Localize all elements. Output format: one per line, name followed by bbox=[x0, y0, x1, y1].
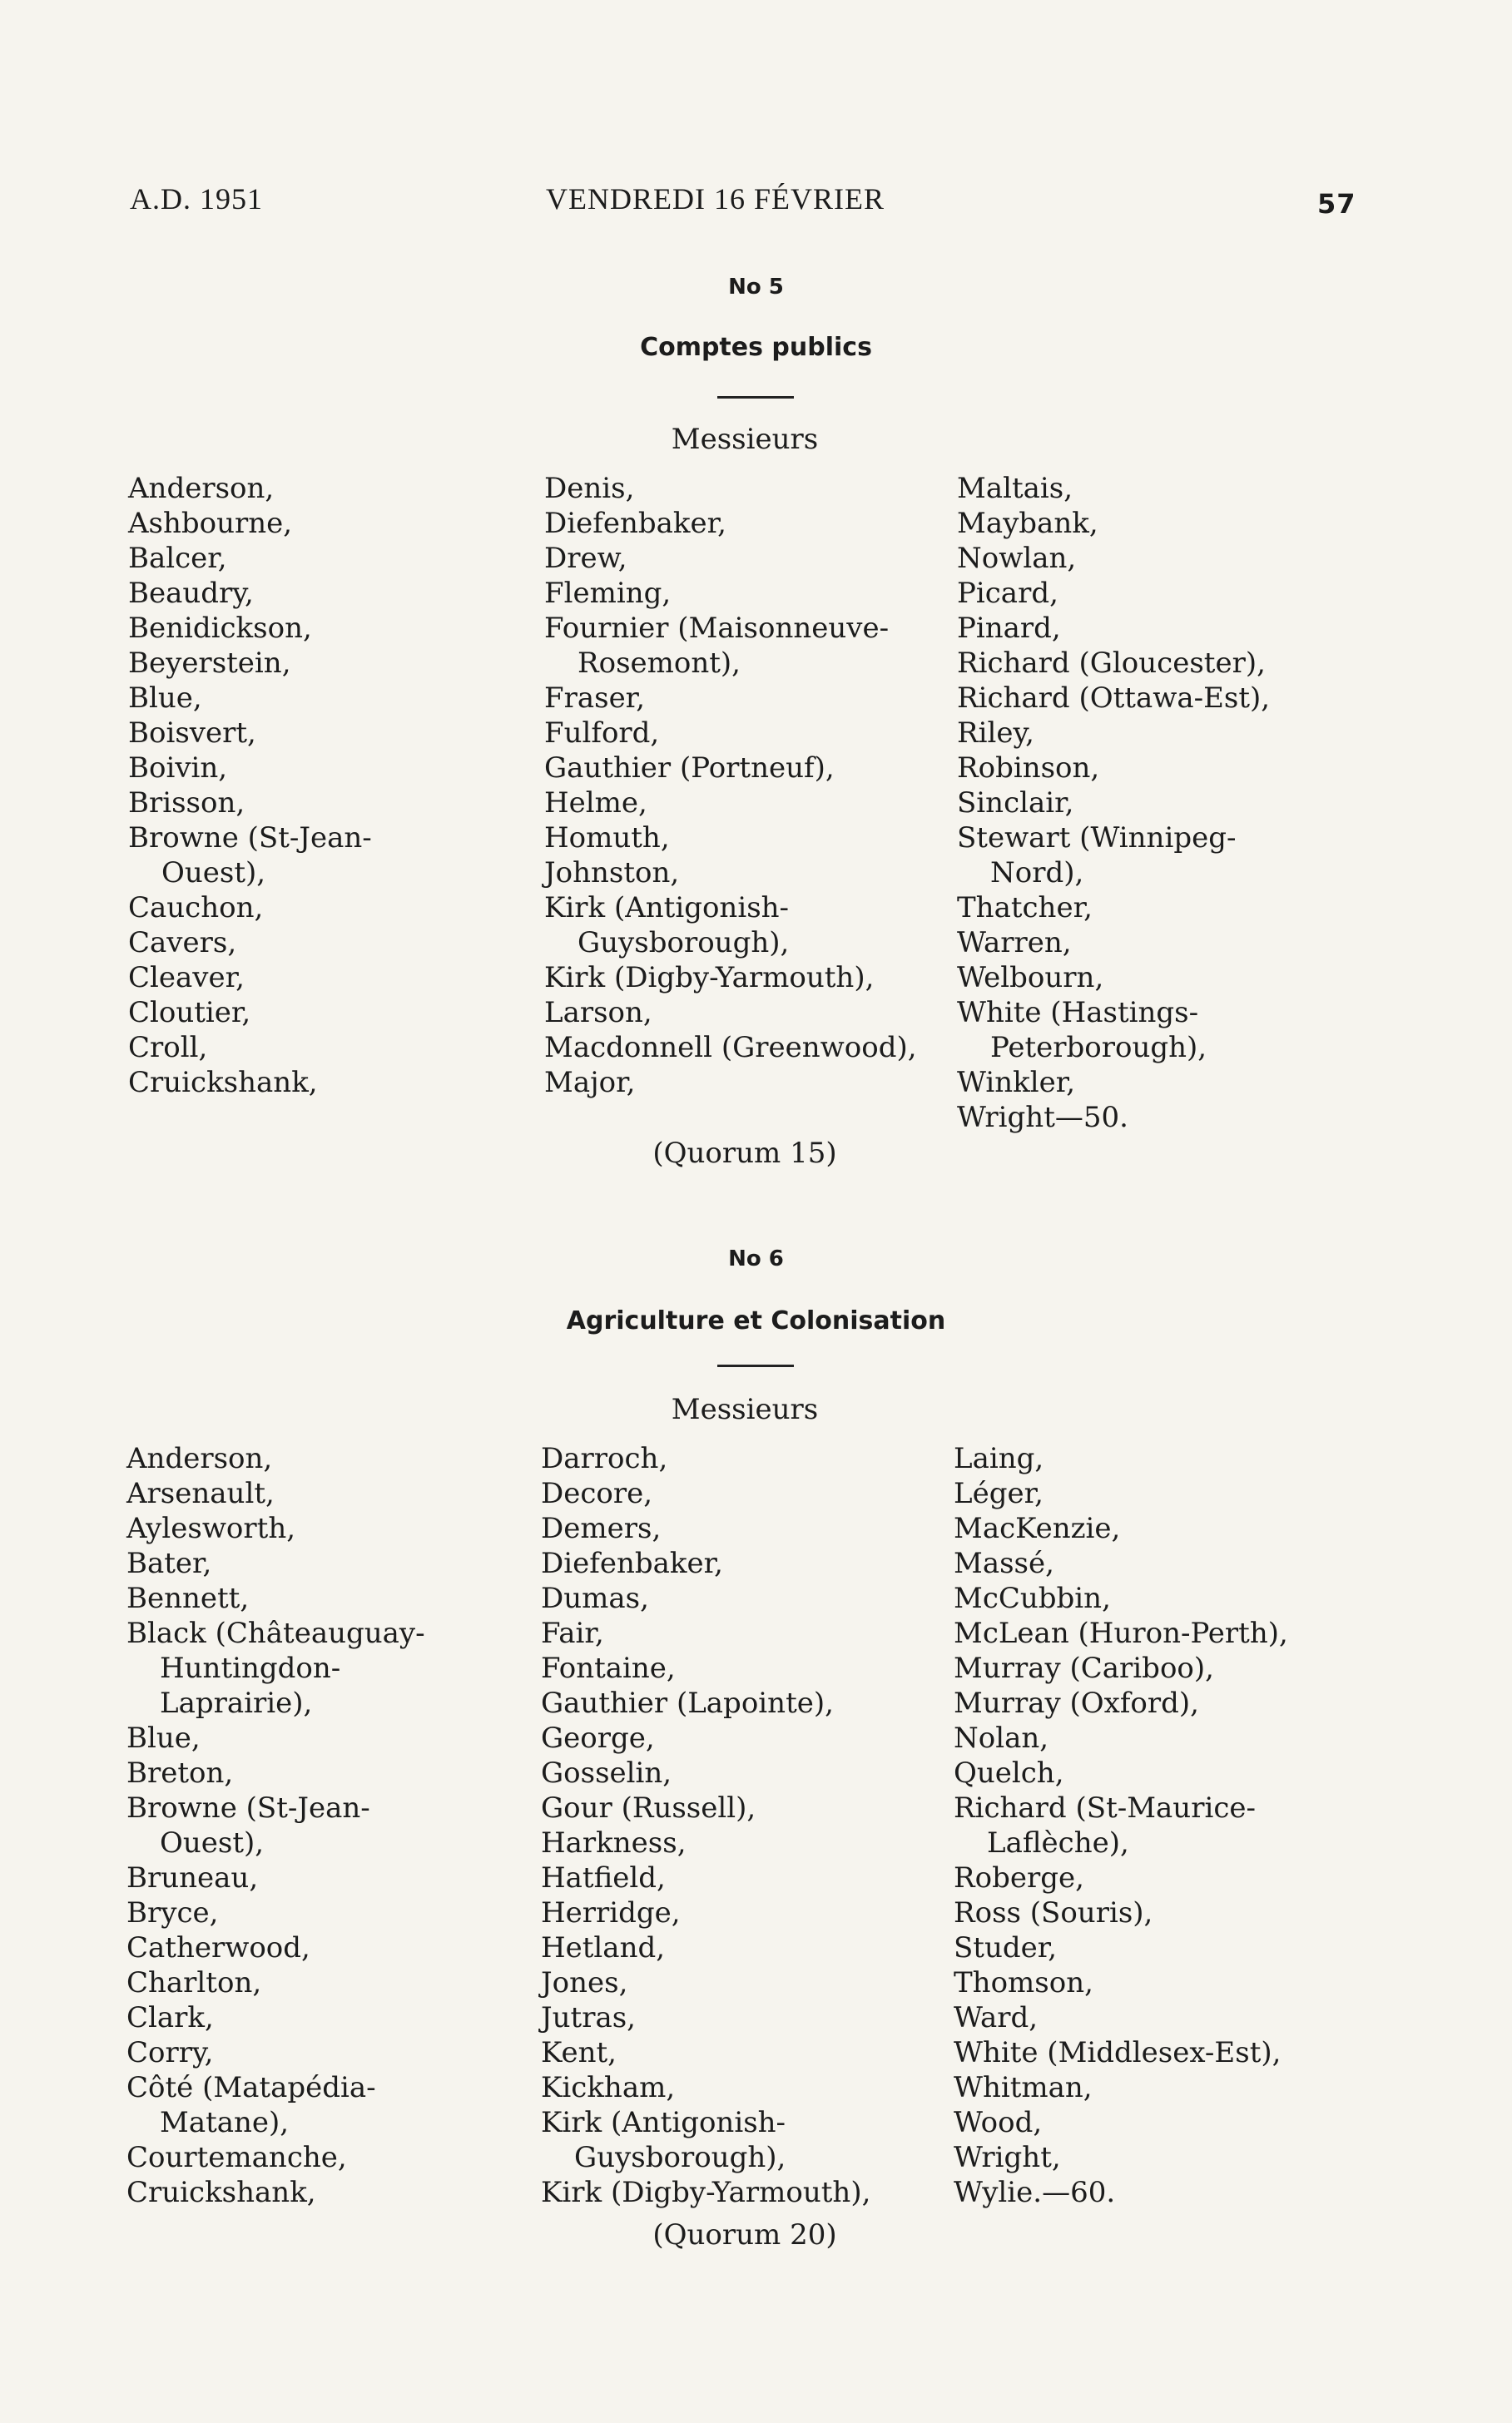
member-name: Boivin, bbox=[128, 751, 228, 785]
member-name: Wright, bbox=[954, 2141, 1061, 2174]
member-name: Harkness, bbox=[541, 1826, 687, 1860]
member-name: Beaudry, bbox=[128, 577, 254, 610]
member-name: Pinard, bbox=[957, 612, 1061, 645]
member-name: Black (Châteauguay- bbox=[126, 1617, 425, 1650]
member-name: Kickham, bbox=[541, 2071, 676, 2104]
member-name: Stewart (Winnipeg- bbox=[957, 821, 1237, 855]
member-name: Arsenault, bbox=[126, 1477, 275, 1510]
section-6-rule bbox=[717, 1365, 794, 1367]
member-name: Kirk (Digby-Yarmouth), bbox=[544, 961, 875, 994]
member-name: Decore, bbox=[541, 1477, 653, 1510]
member-name: Sinclair, bbox=[957, 786, 1074, 820]
member-name: Ouest), bbox=[160, 1826, 265, 1860]
member-name: Boisvert, bbox=[128, 716, 256, 750]
member-name: Croll, bbox=[128, 1031, 208, 1064]
member-name: White (Middlesex-Est), bbox=[954, 2036, 1281, 2069]
member-name: Murray (Oxford), bbox=[954, 1687, 1199, 1720]
member-name: Darroch, bbox=[541, 1442, 668, 1475]
member-name: Winkler, bbox=[957, 1066, 1076, 1099]
member-name: Bater, bbox=[126, 1547, 212, 1580]
member-name: Côté (Matapédia- bbox=[126, 2071, 376, 2104]
member-name: Quelch, bbox=[954, 1757, 1064, 1790]
member-name: McLean (Huron-Perth), bbox=[954, 1617, 1288, 1650]
section-6-messieurs: Messieurs bbox=[671, 1393, 819, 1426]
member-name: Bennett, bbox=[126, 1582, 250, 1615]
member-name: Blue, bbox=[126, 1722, 201, 1755]
member-name: Bruneau, bbox=[126, 1861, 259, 1895]
member-name: Cauchon, bbox=[128, 891, 264, 924]
member-name: Studer, bbox=[954, 1931, 1058, 1965]
member-name: Wright—50. bbox=[957, 1101, 1128, 1134]
member-name: Homuth, bbox=[544, 821, 670, 855]
member-name: Jones, bbox=[541, 1966, 628, 1999]
member-name: Hetland, bbox=[541, 1931, 666, 1965]
member-name: Gosselin, bbox=[541, 1757, 672, 1790]
member-name: Helme, bbox=[544, 786, 647, 820]
member-name: Wylie.—60. bbox=[954, 2176, 1116, 2209]
member-name: Clark, bbox=[126, 2001, 214, 2034]
member-name: Guysborough), bbox=[574, 2141, 786, 2174]
member-name: Macdonnell (Greenwood), bbox=[544, 1031, 917, 1064]
member-name: Courtemanche, bbox=[126, 2141, 347, 2174]
member-name: Maltais, bbox=[957, 472, 1073, 505]
member-name: Diefenbaker, bbox=[541, 1547, 723, 1580]
section-6-column-1 bbox=[126, 1441, 425, 2210]
section-6-column-2 bbox=[541, 1441, 870, 2210]
member-name: Nord), bbox=[990, 856, 1084, 889]
member-name: Fair, bbox=[541, 1617, 604, 1650]
member-name: Guysborough), bbox=[578, 926, 790, 959]
member-name: Gauthier (Lapointe), bbox=[541, 1687, 834, 1720]
member-name: Larson, bbox=[544, 996, 652, 1029]
section-5-rule bbox=[717, 396, 794, 399]
member-name: Picard, bbox=[957, 577, 1058, 610]
member-name: Warren, bbox=[957, 926, 1072, 959]
section-5-column-3 bbox=[957, 471, 1270, 1135]
member-name: Bryce, bbox=[126, 1896, 219, 1930]
member-name: Cavers, bbox=[128, 926, 237, 959]
member-name: Fournier (Maisonneuve- bbox=[544, 612, 890, 645]
section-6-title: Agriculture et Colonisation bbox=[566, 1306, 946, 1335]
member-name: Anderson, bbox=[128, 472, 275, 505]
member-name: Fontaine, bbox=[541, 1652, 676, 1685]
member-name: Brisson, bbox=[128, 786, 245, 820]
member-name: Fleming, bbox=[544, 577, 672, 610]
section-5-quorum: (Quorum 15) bbox=[652, 1137, 837, 1170]
member-name: White (Hastings- bbox=[957, 996, 1199, 1029]
section-6-column-3 bbox=[954, 1441, 1288, 2210]
member-name: MacKenzie, bbox=[954, 1512, 1121, 1545]
member-name: Drew, bbox=[544, 542, 627, 575]
member-name: Matane), bbox=[160, 2106, 290, 2139]
member-name: Thomson, bbox=[954, 1966, 1093, 1999]
member-name: Breton, bbox=[126, 1757, 234, 1790]
member-name: Anderson, bbox=[126, 1442, 273, 1475]
member-name: Ross (Souris), bbox=[954, 1896, 1153, 1930]
member-name: Huntingdon- bbox=[160, 1652, 341, 1685]
member-name: Richard (Ottawa-Est), bbox=[957, 681, 1271, 715]
member-name: Rosemont), bbox=[578, 647, 741, 680]
member-name: Major, bbox=[544, 1066, 636, 1099]
member-name: Thatcher, bbox=[957, 891, 1093, 924]
member-name: Gauthier (Portneuf), bbox=[544, 751, 835, 785]
member-name: Robinson, bbox=[957, 751, 1100, 785]
member-name: Diefenbaker, bbox=[544, 507, 726, 540]
member-name: Ward, bbox=[954, 2001, 1039, 2034]
member-name: George, bbox=[541, 1722, 655, 1755]
member-name: Kirk (Antigonish- bbox=[544, 891, 790, 924]
member-name: Browne (St-Jean- bbox=[128, 821, 372, 855]
section-5-column-1 bbox=[128, 471, 372, 1100]
member-name: Fulford, bbox=[544, 716, 660, 750]
member-name: Richard (St-Maurice- bbox=[954, 1791, 1256, 1825]
member-name: Massé, bbox=[954, 1547, 1054, 1580]
member-name: Cleaver, bbox=[128, 961, 245, 994]
member-name: Browne (St-Jean- bbox=[126, 1791, 370, 1825]
member-name: Blue, bbox=[128, 681, 202, 715]
member-name: Welbourn, bbox=[957, 961, 1104, 994]
section-6-number: No 6 bbox=[728, 1246, 784, 1271]
member-name: Gour (Russell), bbox=[541, 1791, 756, 1825]
member-name: Ashbourne, bbox=[128, 507, 293, 540]
member-name: Beyerstein, bbox=[128, 647, 291, 680]
section-5-column-2 bbox=[544, 471, 917, 1100]
member-name: Balcer, bbox=[128, 542, 227, 575]
member-name: Ouest), bbox=[161, 856, 266, 889]
member-name: Cloutier, bbox=[128, 996, 251, 1029]
member-name: Johnston, bbox=[544, 856, 680, 889]
member-name: Herridge, bbox=[541, 1896, 681, 1930]
member-name: Nolan, bbox=[954, 1722, 1049, 1755]
member-name: Laing, bbox=[954, 1442, 1044, 1475]
member-name: Corry, bbox=[126, 2036, 214, 2069]
header-year: A.D. 1951 bbox=[130, 182, 263, 216]
member-name: Murray (Cariboo), bbox=[954, 1652, 1214, 1685]
member-name: Denis, bbox=[544, 472, 635, 505]
member-name: Laflèche), bbox=[987, 1826, 1129, 1860]
member-name: Kent, bbox=[541, 2036, 617, 2069]
section-6-quorum: (Quorum 20) bbox=[652, 2218, 837, 2252]
member-name: Riley, bbox=[957, 716, 1034, 750]
member-name: Dumas, bbox=[541, 1582, 649, 1615]
page-header bbox=[130, 181, 1378, 231]
member-name: Maybank, bbox=[957, 507, 1098, 540]
member-name: Kirk (Antigonish- bbox=[541, 2106, 786, 2139]
section-5-number: No 5 bbox=[728, 275, 784, 300]
member-name: Richard (Gloucester), bbox=[957, 647, 1266, 680]
header-date: VENDREDI 16 FÉVRIER bbox=[546, 182, 885, 216]
section-5-messieurs: Messieurs bbox=[671, 423, 819, 456]
member-name: Roberge, bbox=[954, 1861, 1084, 1895]
member-name: Whitman, bbox=[954, 2071, 1093, 2104]
page-number: 57 bbox=[1317, 188, 1356, 220]
member-name: Wood, bbox=[954, 2106, 1043, 2139]
member-name: Peterborough), bbox=[990, 1031, 1207, 1064]
section-5-title: Comptes publics bbox=[640, 333, 872, 362]
member-name: Léger, bbox=[954, 1477, 1044, 1510]
member-name: Hatfield, bbox=[541, 1861, 666, 1895]
member-name: Catherwood, bbox=[126, 1931, 310, 1965]
member-name: Jutras, bbox=[541, 2001, 636, 2034]
member-name: Charlton, bbox=[126, 1966, 262, 1999]
member-name: Cruickshank, bbox=[128, 1066, 318, 1099]
member-name: Laprairie), bbox=[160, 1687, 313, 1720]
member-name: Kirk (Digby-Yarmouth), bbox=[541, 2176, 871, 2209]
member-name: Benidickson, bbox=[128, 612, 312, 645]
member-name: Fraser, bbox=[544, 681, 646, 715]
member-name: Aylesworth, bbox=[126, 1512, 296, 1545]
member-name: Nowlan, bbox=[957, 542, 1077, 575]
member-name: McCubbin, bbox=[954, 1582, 1111, 1615]
member-name: Demers, bbox=[541, 1512, 662, 1545]
member-name: Cruickshank, bbox=[126, 2176, 316, 2209]
